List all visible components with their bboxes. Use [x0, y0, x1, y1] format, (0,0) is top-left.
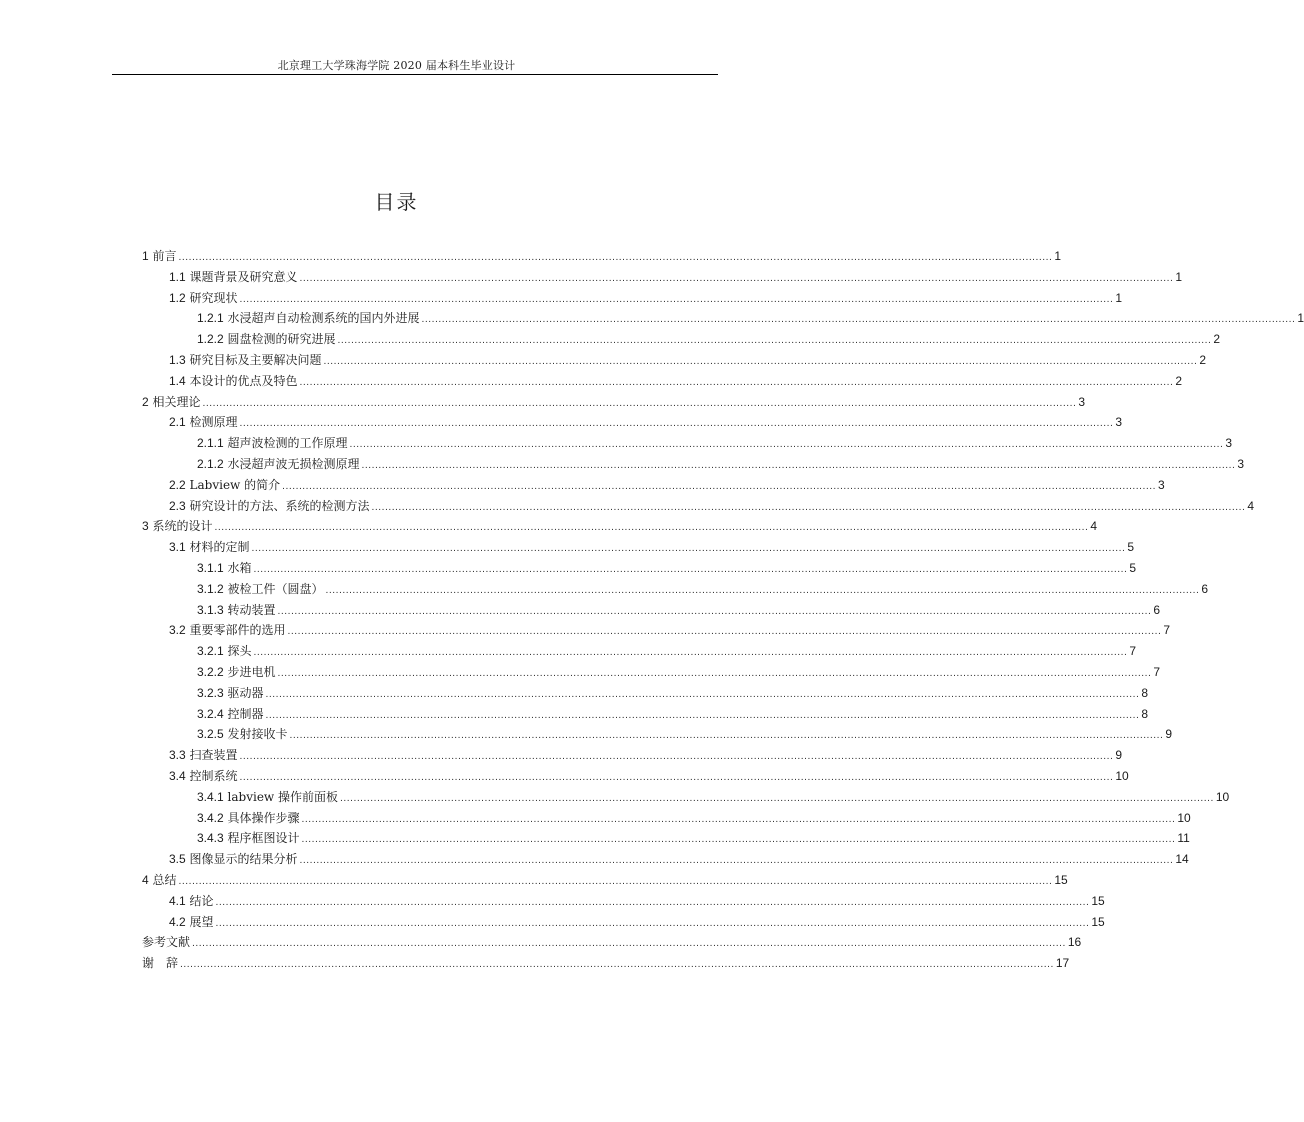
toc-leader-dots: ....................................................................................................................................................................................................................................................................	[361, 460, 1236, 471]
toc-entry-page: 3	[1157, 477, 1165, 492]
toc-entry[interactable]	[142, 496, 1255, 517]
toc-entry-number: 1.2.2	[197, 332, 224, 347]
toc-entry[interactable]	[142, 704, 1149, 725]
toc-leader-dots: ....................................................................................................................................................................................................................................................................	[337, 336, 1212, 347]
toc-entry-page: 7	[1129, 644, 1137, 659]
toc-entry-label	[197, 600, 276, 621]
toc-entry-text: 研究目标及主要解决问题	[189, 352, 322, 367]
toc-entry[interactable]	[142, 600, 1161, 621]
toc-entry-label	[169, 745, 238, 766]
toc-entry-text: 重要零部件的选用	[189, 623, 286, 638]
toc-entry[interactable]	[142, 787, 1230, 808]
toc-entry-text: 总结	[152, 872, 177, 887]
toc-entry-number: 4	[142, 872, 149, 887]
toc-leader-dots: ....................................................................................................................................................................................................................................................................	[287, 627, 1162, 638]
toc-entry[interactable]	[142, 641, 1137, 662]
toc-leader-dots: ....................................................................................................................................................................................................................................................................	[323, 356, 1198, 367]
toc-entry-text: 发射接收卡	[227, 727, 288, 742]
toc-entry-label	[197, 828, 300, 849]
toc-entry-label	[169, 412, 238, 433]
toc-entry-number: 4.2	[169, 914, 186, 929]
toc-entry-page: 15	[1091, 893, 1105, 908]
toc-entry-page: 9	[1115, 748, 1123, 763]
toc-entry-text: 前言	[152, 249, 177, 263]
toc-entry-number: 2.1	[169, 415, 186, 430]
toc-entry-number: 1.2	[169, 290, 186, 305]
toc-leader-dots: ....................................................................................................................................................................................................................................................................	[349, 440, 1224, 451]
toc-entry[interactable]	[142, 766, 1129, 787]
toc-entry-text: 驱动器	[227, 685, 264, 700]
toc-entry-label	[142, 246, 177, 267]
toc-leader-dots: ....................................................................................................................................................................................................................................................................	[277, 668, 1152, 679]
toc-leader-dots: ....................................................................................................................................................................................................................................................................	[299, 273, 1174, 284]
toc-entry-text: 课题背景及研究意义	[189, 269, 298, 284]
toc-entry-text: 探头	[227, 644, 252, 659]
toc-entry-text: 被检工件（圆盘）	[227, 581, 324, 596]
toc-entry-page: 8	[1141, 706, 1149, 721]
toc-entry-label	[197, 704, 264, 725]
toc-leader-dots: ....................................................................................................................................................................................................................................................................	[239, 752, 1114, 763]
toc-leader-dots: ....................................................................................................................................................................................................................................................................	[180, 960, 1054, 971]
toc-leader-dots: ....................................................................................................................................................................................................................................................................	[301, 814, 1176, 825]
toc-entry[interactable]	[142, 516, 1098, 537]
toc-entry[interactable]	[142, 912, 1105, 933]
toc-entry-page: 3	[1225, 436, 1233, 451]
toc-entry-number: 3.4.3	[197, 831, 224, 846]
toc-leader-dots: ....................................................................................................................................................................................................................................................................	[239, 294, 1114, 305]
toc-leader-dots: ....................................................................................................................................................................................................................................................................	[214, 523, 1089, 534]
toc-entry-text: 研究设计的方法、系统的检测方法	[189, 498, 370, 513]
toc-entry-label	[169, 620, 286, 641]
toc-leader-dots: ....................................................................................................................................................................................................................................................................	[215, 897, 1090, 908]
toc-entry-text: 转动装置	[227, 602, 276, 617]
toc-leader-dots: ....................................................................................................................................................................................................................................................................	[340, 793, 1214, 804]
toc-entry[interactable]	[142, 308, 1304, 329]
toc-entry-text: 水箱	[227, 560, 252, 575]
toc-entry-text: 结论	[189, 893, 214, 908]
toc-entry-text: 扫查装置	[189, 748, 238, 763]
toc-entry-number: 2.3	[169, 498, 186, 513]
toc-entry-number: 3.1.3	[197, 602, 224, 617]
toc-entry[interactable]	[142, 620, 1171, 641]
toc-leader-dots: ....................................................................................................................................................................................................................................................................	[277, 606, 1152, 617]
toc-leader-dots: ....................................................................................................................................................................................................................................................................	[421, 315, 1296, 326]
toc-entry-label	[197, 433, 348, 454]
toc-entry-number: 3.2.4	[197, 706, 224, 721]
toc-title: 目录	[374, 190, 419, 214]
toc-entry-text: 系统的设计	[152, 519, 213, 534]
toc-entry-page: 1	[1297, 311, 1304, 326]
toc-entry-text: 研究现状	[189, 290, 238, 305]
toc-entry-number: 3.4.2	[197, 810, 224, 825]
toc-leader-dots: ....................................................................................................................................................................................................................................................................	[178, 253, 1053, 263]
toc-leader-dots: ....................................................................................................................................................................................................................................................................	[301, 835, 1176, 846]
toc-entry-text: 本设计的优点及特色	[189, 373, 298, 388]
toc-leader-dots: ....................................................................................................................................................................................................................................................................	[371, 502, 1246, 513]
running-header: 北京理工大学珠海学院 2020 届本科生毕业设计	[277, 59, 516, 72]
toc-entry-number: 2.1.1	[197, 436, 224, 451]
toc-entry-number: 3.2.2	[197, 664, 224, 679]
toc-entry-number: 3	[142, 519, 149, 534]
toc-leader-dots: ....................................................................................................................................................................................................................................................................	[178, 876, 1053, 887]
toc-entry-number: 3.2.3	[197, 685, 224, 700]
toc-entry-page: 5	[1127, 540, 1135, 555]
toc-entry-number: 2.2	[169, 477, 186, 492]
toc-entry-page: 2	[1199, 352, 1207, 367]
toc-entry-page: 3	[1078, 394, 1086, 409]
toc-entry-text: 具体操作步骤	[227, 810, 300, 825]
toc-entry[interactable]	[142, 683, 1149, 704]
toc-entry-label	[197, 329, 336, 350]
toc-entry-label	[197, 787, 338, 808]
toc-entry-page: 2	[1175, 373, 1183, 388]
toc-entry-text: 展望	[189, 914, 214, 929]
toc-entry[interactable]	[142, 288, 1123, 309]
toc-entry-label	[197, 641, 252, 662]
toc-entry[interactable]	[142, 454, 1245, 475]
toc-leader-dots: ....................................................................................................................................................................................................................................................................	[325, 585, 1200, 596]
toc-entry-page: 17	[1055, 956, 1070, 971]
toc-entry-number: 3.4.1	[197, 789, 224, 804]
toc-entry-number: 3.1.1	[197, 560, 224, 575]
toc-entry-label	[142, 953, 178, 974]
toc-entry[interactable]	[142, 392, 1086, 413]
toc-entry-text: 圆盘检测的研究进展	[227, 332, 336, 347]
toc-entry-number: 3.1.2	[197, 581, 224, 596]
toc-entry-page: 1	[1115, 290, 1123, 305]
toc-entry-text: 水浸超声自动检测系统的国内外进展	[227, 311, 420, 326]
toc-entry-page: 4	[1247, 498, 1255, 513]
toc-entry-text: 相关理论	[152, 394, 201, 409]
toc-entry[interactable]	[142, 246, 1062, 267]
toc-leader-dots: ....................................................................................................................................................................................................................................................................	[253, 564, 1128, 575]
toc-entry-text: 参考文献	[142, 935, 191, 950]
toc-entry-page: 14	[1175, 852, 1189, 867]
toc-entry-number: 2.1.2	[197, 456, 224, 471]
toc-leader-dots: ....................................................................................................................................................................................................................................................................	[282, 481, 1156, 492]
toc-entry-page: 3	[1115, 415, 1123, 430]
toc-entry-number: 2	[142, 394, 149, 409]
toc-entry-label	[197, 724, 288, 745]
toc-entry-number: 1.2.1	[197, 311, 224, 326]
toc-entry-number: 1.4	[169, 373, 186, 388]
toc-entry-page: 10	[1177, 810, 1191, 825]
toc-entry-label	[142, 392, 201, 413]
toc-leader-dots: ....................................................................................................................................................................................................................................................................	[265, 710, 1140, 721]
toc-entry-text: 步进电机	[227, 664, 276, 679]
toc-entry-number: 3.1	[169, 540, 186, 555]
toc-entry[interactable]	[142, 329, 1221, 350]
toc-entry-label	[169, 912, 214, 933]
toc-entry-label	[197, 808, 300, 829]
toc-entry-page: 4	[1090, 519, 1098, 534]
toc-entry-label	[169, 849, 298, 870]
toc-entry-number: 3.3	[169, 748, 186, 763]
toc-entry-label	[169, 496, 370, 517]
toc-entry-number: 1.1	[169, 269, 186, 284]
toc-entry[interactable]	[142, 350, 1207, 371]
toc-entry[interactable]	[142, 537, 1135, 558]
toc-entry-label	[169, 537, 250, 558]
toc-entry-label	[197, 308, 420, 329]
toc-entry-text: 材料的定制	[189, 540, 250, 555]
table-of-contents	[142, 246, 1304, 974]
toc-entry-label	[169, 350, 322, 371]
toc-entry-page: 2	[1213, 332, 1221, 347]
toc-entry-label	[142, 932, 190, 953]
toc-entry-number: 1.3	[169, 352, 186, 367]
toc-entry-number: 3.2.1	[197, 644, 224, 659]
toc-entry-page: 10	[1215, 789, 1230, 804]
toc-entry-text: labview 操作前面板	[227, 789, 339, 804]
toc-leader-dots: ....................................................................................................................................................................................................................................................................	[299, 377, 1174, 388]
toc-entry-text: 程序框图设计	[227, 831, 300, 846]
toc-leader-dots: ....................................................................................................................................................................................................................................................................	[253, 648, 1128, 659]
toc-entry[interactable]	[142, 475, 1165, 496]
toc-entry-page: 7	[1163, 623, 1171, 638]
toc-entry-label	[169, 766, 238, 787]
toc-entry-page: 1	[1175, 269, 1183, 284]
toc-entry-page: 15	[1054, 872, 1068, 887]
toc-entry-page: 5	[1129, 560, 1137, 575]
toc-entry[interactable]	[142, 558, 1137, 579]
toc-entry-number: 3.5	[169, 852, 186, 867]
toc-entry[interactable]	[142, 662, 1161, 683]
toc-entry[interactable]	[142, 412, 1123, 433]
toc-entry-page: 11	[1177, 831, 1190, 846]
toc-entry-label	[142, 516, 213, 537]
toc-entry-page: 9	[1165, 727, 1173, 742]
toc-entry-label	[169, 371, 298, 392]
toc-entry-number: 3.4	[169, 768, 186, 783]
toc-entry[interactable]	[142, 870, 1068, 891]
toc-leader-dots: ....................................................................................................................................................................................................................................................................	[265, 689, 1140, 700]
toc-entry-label	[169, 288, 238, 309]
toc-entry[interactable]	[142, 724, 1173, 745]
toc-entry[interactable]	[142, 932, 1082, 953]
toc-entry-text: 超声波检测的工作原理	[227, 436, 348, 451]
toc-leader-dots: ....................................................................................................................................................................................................................................................................	[251, 544, 1126, 555]
toc-entry-label	[169, 891, 214, 912]
toc-entry-label	[197, 454, 360, 475]
toc-entry-label	[197, 558, 252, 579]
toc-leader-dots: ....................................................................................................................................................................................................................................................................	[239, 419, 1114, 430]
toc-entry-label	[197, 683, 264, 704]
toc-entry-label	[142, 870, 177, 891]
toc-entry-label	[197, 662, 276, 683]
toc-entry-page: 16	[1067, 935, 1082, 950]
toc-entry-text: 图像显示的结果分析	[189, 852, 298, 867]
toc-entry[interactable]	[142, 579, 1209, 600]
toc-leader-dots: ....................................................................................................................................................................................................................................................................	[289, 731, 1164, 742]
toc-entry[interactable]	[142, 828, 1190, 849]
toc-entry-text: 检测原理	[189, 415, 238, 430]
toc-entry[interactable]	[142, 849, 1189, 870]
toc-entry-label	[169, 475, 280, 496]
toc-entry[interactable]	[142, 433, 1233, 454]
toc-entry-number: 3.2.5	[197, 727, 224, 742]
toc-leader-dots: ....................................................................................................................................................................................................................................................................	[299, 856, 1174, 867]
header-rule	[112, 74, 718, 75]
toc-entry-text: 水浸超声波无损检测原理	[227, 456, 360, 471]
toc-leader-dots: ....................................................................................................................................................................................................................................................................	[202, 398, 1077, 409]
toc-entry[interactable]	[142, 953, 1070, 974]
toc-leader-dots: ....................................................................................................................................................................................................................................................................	[239, 772, 1114, 783]
toc-entry-text: Labview 的简介	[189, 477, 281, 492]
toc-entry-page: 6	[1201, 581, 1209, 596]
toc-entry-page: 7	[1153, 664, 1161, 679]
toc-leader-dots: ....................................................................................................................................................................................................................................................................	[192, 939, 1066, 950]
toc-entry-text: 谢 辞	[142, 956, 179, 971]
toc-entry[interactable]	[142, 371, 1183, 392]
toc-entry-text: 控制器	[227, 706, 264, 721]
toc-entry-page: 1	[1054, 249, 1062, 263]
toc-entry-page: 15	[1091, 914, 1105, 929]
toc-entry-label	[169, 267, 298, 288]
toc-entry-text: 控制系统	[189, 768, 238, 783]
toc-entry-page: 10	[1115, 768, 1129, 783]
toc-entry-label	[197, 579, 324, 600]
toc-entry[interactable]	[142, 267, 1183, 288]
toc-entry-page: 8	[1141, 685, 1149, 700]
toc-entry[interactable]	[142, 745, 1123, 766]
toc-entry[interactable]	[142, 808, 1191, 829]
toc-entry[interactable]	[142, 891, 1105, 912]
toc-entry-number: 1	[142, 249, 149, 263]
toc-leader-dots: ....................................................................................................................................................................................................................................................................	[215, 918, 1090, 929]
toc-entry-number: 3.2	[169, 623, 186, 638]
toc-entry-page: 6	[1153, 602, 1161, 617]
toc-entry-page: 3	[1237, 456, 1245, 471]
toc-entry-number: 4.1	[169, 893, 186, 908]
